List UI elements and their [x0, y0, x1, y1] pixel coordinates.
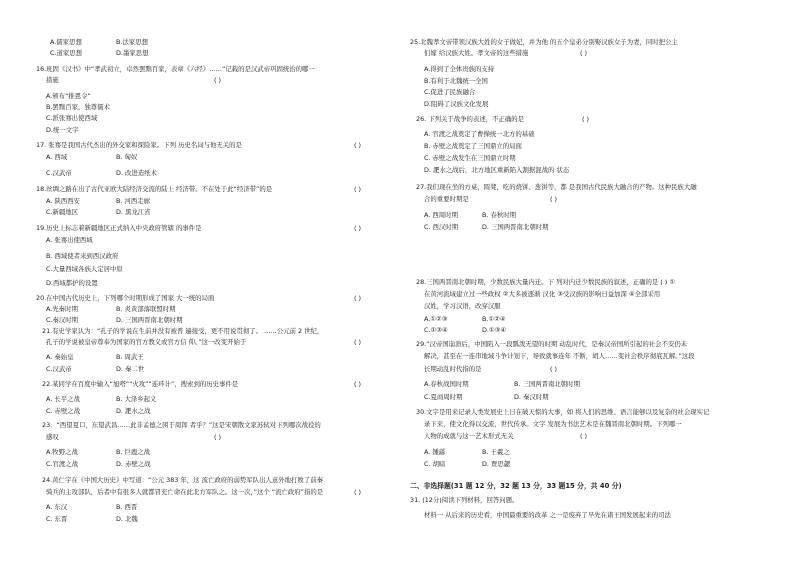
left-line: 感叹: [46, 433, 59, 441]
right-line: ( ): [582, 115, 590, 123]
right-line: D.①③④: [482, 326, 507, 334]
left-line: B.法家思想: [116, 38, 148, 46]
right-line: ( ): [580, 49, 588, 57]
right-line: A. 官渡之战奠定了曹操统一北方的基础: [424, 130, 535, 138]
left-line: C. 赤壁之战: [46, 407, 81, 415]
left-line: D. 改进造纸术: [116, 169, 157, 177]
left-line: C.派张骞出使西域: [46, 114, 98, 122]
left-line: 24.黄仁宇在《中国大历史》中写道：“公元 383 年，这 流亡政府的弱势军队出人意外地打败了前秦: [42, 476, 323, 484]
left-line: D. 秦二世: [116, 365, 145, 373]
right-line: ( ): [550, 365, 558, 373]
right-line: A.①②③: [424, 315, 448, 323]
left-line: A. 东汉: [46, 503, 68, 511]
left-line: A.儒家思想: [50, 38, 82, 46]
right-line: 28.三国两晋南北朝时期，少数民族大量内迁。下 列对内迁少数民族的叙述，正确的是 ( ) ①: [416, 278, 676, 286]
left-line: ( ): [354, 338, 362, 346]
left-line: 16.班固《汉书》中“孝武初立，卓然罢黜百家，表章《六经》……”记载的是汉武帝巩固统治的哪一: [36, 65, 315, 73]
left-line: B. 西晋: [116, 503, 138, 511]
left-line: 17. 张骞是我国古代杰出的外交家和探险家。下列 历史名词与他无关的是: [36, 141, 242, 149]
left-line: 20.在中国古代历史上，下列哪个时期形成了国家 大一统的局面: [36, 294, 215, 302]
left-line: 19.历史上标志着新疆地区正式纳入中央政府管辖 的事件是: [36, 224, 202, 232]
right-line: A.得到了全体贵族的支持: [424, 65, 495, 73]
left-line: C.新疆地区: [46, 208, 79, 216]
right-line: 27.我们现在坐的方桌，圆凳，吃的烧饼、葱饼等，都 是我国古代民族大融合的产物。这种民族大融: [416, 183, 697, 191]
right-line: C. 西汉时期: [424, 223, 459, 231]
left-line: C.大量西域各族人定居中原: [46, 265, 123, 273]
left-line: A. 陕西西安: [46, 197, 80, 205]
left-line: ( ): [354, 488, 362, 496]
left-line: 措施: [46, 76, 59, 84]
left-line: ( ): [214, 76, 222, 84]
left-line: A.颁布“推恩令”: [46, 92, 91, 100]
left-line: C.官渡之战: [46, 460, 79, 468]
left-line: B. 大泽乡起义: [116, 395, 157, 403]
left-line: 18.丝绸之路在出了古代亚欧大陆经济交流的陆上 经济带。不在处于此“经济带”的是: [36, 185, 273, 193]
left-line: D. 黑龙江省: [116, 208, 151, 216]
left-line: ( ): [354, 185, 362, 193]
right-line: B.有利于北魏统一全国: [424, 77, 488, 85]
left-line: A. 秦始皇: [46, 353, 74, 361]
right-line: ( ): [550, 195, 558, 203]
left-line: ( ): [354, 224, 362, 232]
right-line: 合的重要时期是: [424, 195, 469, 203]
left-line: B.罢黜百家，独尊儒术: [46, 103, 110, 111]
right-line: 人物的成就与这一艺术形式无关: [424, 432, 514, 440]
right-line: 录下来，使文化得以交流，世代传承。文字 发展为书法艺术是在魏晋南北朝时期。下列哪一: [424, 420, 682, 428]
right-line: A.春秋战国时期: [424, 380, 469, 388]
left-line: B. 河西走廊: [116, 197, 151, 205]
left-line: C.汉武帝: [46, 365, 72, 373]
right-line: B. 赤壁之战奠定了三国鼎立的局面: [424, 142, 522, 150]
left-line: C.道家思想: [50, 49, 83, 57]
right-line: 25.北魏孝文帝带领汉族大姓的女子做妃，并为他 的五个皇弟分别娶汉族女子为妻，同时把公主: [410, 38, 678, 46]
right-line: D. 淝水之战后，北方地区重新陷入割据混战的 状态: [424, 166, 570, 174]
left-line: 21.有史学家认为：“孔子的学说在生前并没有被普 遍接受，更不用说贯彻了。 ……公元前 2 世纪，: [42, 327, 324, 335]
right-line: C.①③④: [424, 326, 448, 334]
right-line: D. 三国两晋南北朝时期: [482, 223, 549, 231]
right-line: B. 三国两晋南北朝时期: [514, 380, 580, 388]
left-line: A. 张骞出使西域: [46, 236, 93, 244]
left-line: B. 匈奴: [116, 153, 138, 161]
left-line: 骑兵的主攻部队，后者中有很多人就都冒充亡命在此北方军队之。这一次，”这个 “流亡政府”指的是: [46, 488, 324, 496]
left-line: D.西域都护的设置: [46, 279, 98, 287]
right-line: 26. 下列关于战争的表述，不正确的是: [416, 115, 525, 123]
left-line: B. 巨鹿之战: [116, 448, 151, 456]
right-line: B. 王羲之: [482, 448, 510, 456]
right-line: 长期动乱时代指的是: [424, 365, 482, 373]
left-line: D. 三国两晋南北朝时期: [116, 316, 183, 324]
right-line: 们嫁 给汉族大姓。孝文帝的这些措施: [424, 49, 529, 57]
left-line: C.汉武帝: [46, 169, 72, 177]
right-line: D. 秦汉时期: [514, 393, 549, 401]
left-line: C.秦汉时期: [46, 316, 79, 324]
left-line: ( ): [214, 433, 222, 441]
right-line: B.①②④: [482, 315, 506, 323]
left-line: 23．“西望夏口，东望武昌……此非孟德之困于周郎 者乎？”这是宋朝散文家苏轼对下列哪次战役的: [42, 421, 321, 429]
right-line: D. 贾思勰: [482, 460, 511, 468]
left-line: ( ): [354, 294, 362, 302]
left-line: D. 北魏: [116, 515, 138, 523]
left-line: 孔子的学说被皇帝尊奉为国家的官方教义或官方信 仰。”这一改变开始于: [46, 338, 247, 346]
right-line: A. 锺繇: [424, 448, 446, 456]
left-line: C. 东晋: [46, 515, 68, 523]
left-line: 22.某同学在百度中输入“旭嗒”“火攻”“连环计”，搜索到的历史事件是: [42, 380, 239, 388]
right-line: C.夏商周时期: [424, 393, 463, 401]
right-line: D.阻碍了汉族文化发展: [424, 100, 489, 108]
left-line: D.统一文字: [46, 126, 79, 134]
right-line: 二、非选择题(31 题 12 分，32 题 13 分，33 题15 分，共 40 分): [410, 482, 622, 490]
right-line: 汉姓，学习汉语，改穿汉服: [424, 302, 501, 310]
left-line: D. 淝水之战: [116, 407, 151, 415]
right-line: 31. (12分)阅读下列材料，回答问题。: [410, 496, 519, 504]
right-line: C. 胡暗: [424, 460, 446, 468]
right-line: ( ): [580, 432, 588, 440]
right-line: 29.“汉帝国崩溃后，中国陷入一段瓢泼无望的时期 动乱时代，是秦汉帝国所引起的社会不安仍未: [416, 340, 688, 348]
right-line: 在黄河流域建立过一些政权 ②大多被逐渐 汉化 ③受汉族的影响日益加深 ④全部采用: [424, 290, 661, 298]
left-line: A. 西域: [46, 153, 68, 161]
right-line: 30.文字是用来记录人类发展史上日在破天惊的大事，如 将人们的思维、语言能够以及复杂的社会现实记: [416, 408, 710, 416]
left-line: ( ): [354, 141, 362, 149]
right-line: A. 西周时期: [424, 211, 458, 219]
right-line: 材料一 从后来的历史看，中国最重要的改革 之一是废弃了早先在诸王国发展起来的司法: [424, 511, 671, 519]
right-line: 解决，甚至在一连串地域斗争计划下，导致就事连年 不断，胡人……变社会秩序彻底瓦解。”这段: [424, 352, 695, 360]
left-line: A.先秦时期: [46, 305, 78, 313]
right-line: C.促进了民族融合: [424, 88, 476, 96]
left-line: A.牧野之战: [46, 448, 78, 456]
left-line: D.墨家思想: [116, 49, 149, 57]
left-line: ( ): [354, 380, 362, 388]
left-line: A. 长平之战: [46, 395, 80, 403]
left-line: D. 赤壁之战: [116, 460, 151, 468]
left-line: B. 炎黄部落联盟时期: [116, 305, 176, 313]
right-line: B. 春秋时期: [482, 211, 517, 219]
right-line: C. 赤壁之战发生在三国鼎立时期: [424, 154, 516, 162]
left-line: B. 周武王: [116, 353, 144, 361]
left-line: B. 西域使者来到西汉政府: [46, 252, 119, 260]
